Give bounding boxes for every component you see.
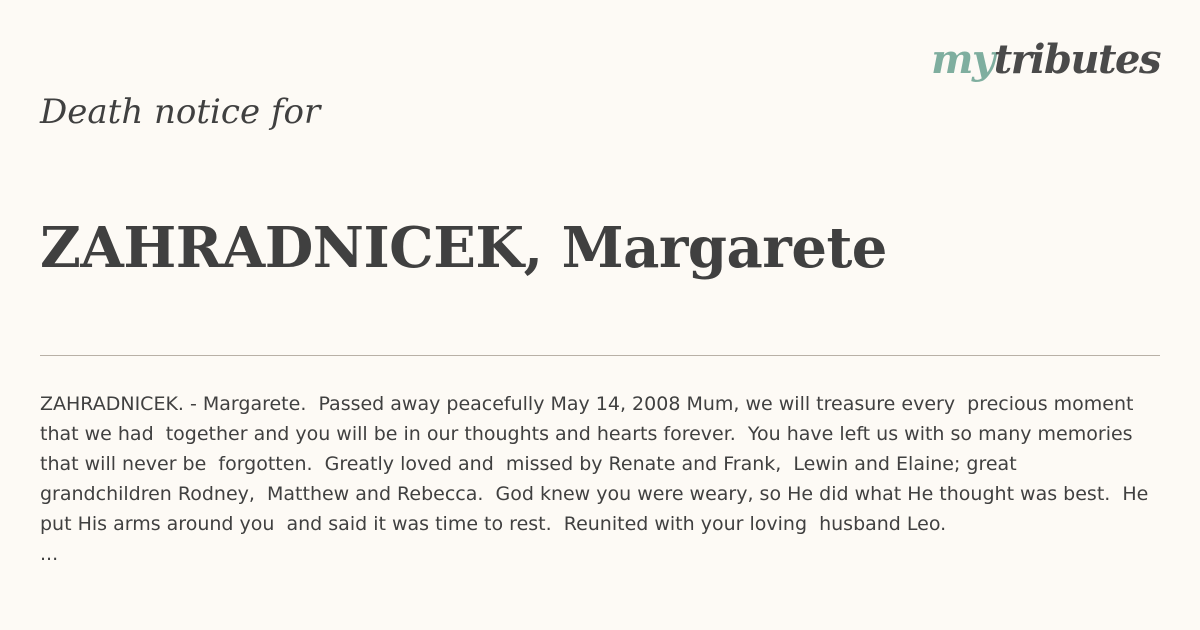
deceased-name: ZAHRADNICEK, Margarete [40, 215, 887, 281]
page-subtitle: Death notice for [40, 92, 321, 132]
logo-tributes: tributes [993, 36, 1160, 83]
mytributes-logo[interactable] [931, 30, 1160, 90]
notice-ellipsis: ... [40, 543, 59, 565]
divider [40, 355, 1160, 356]
notice-body [40, 389, 1160, 569]
notice-text: ZAHRADNICEK. - Margarete. Passed away peacefully May 14, 2008 Mum, we will treasure every precious moment that we had together and you will be in our thoughts and hearts forever. You have left us with so many memories that will never be forgotten. Greatly loved and missed by Renate and Frank, Lewin and Elaine; great grandchildren Rodney, Matthew and Rebecca. God knew you were weary, so He did what He thought was best. He put His arms around you and said it was time to rest. Reunited with your loving husband Leo. [40, 393, 1155, 535]
logo-my: my [931, 36, 994, 83]
